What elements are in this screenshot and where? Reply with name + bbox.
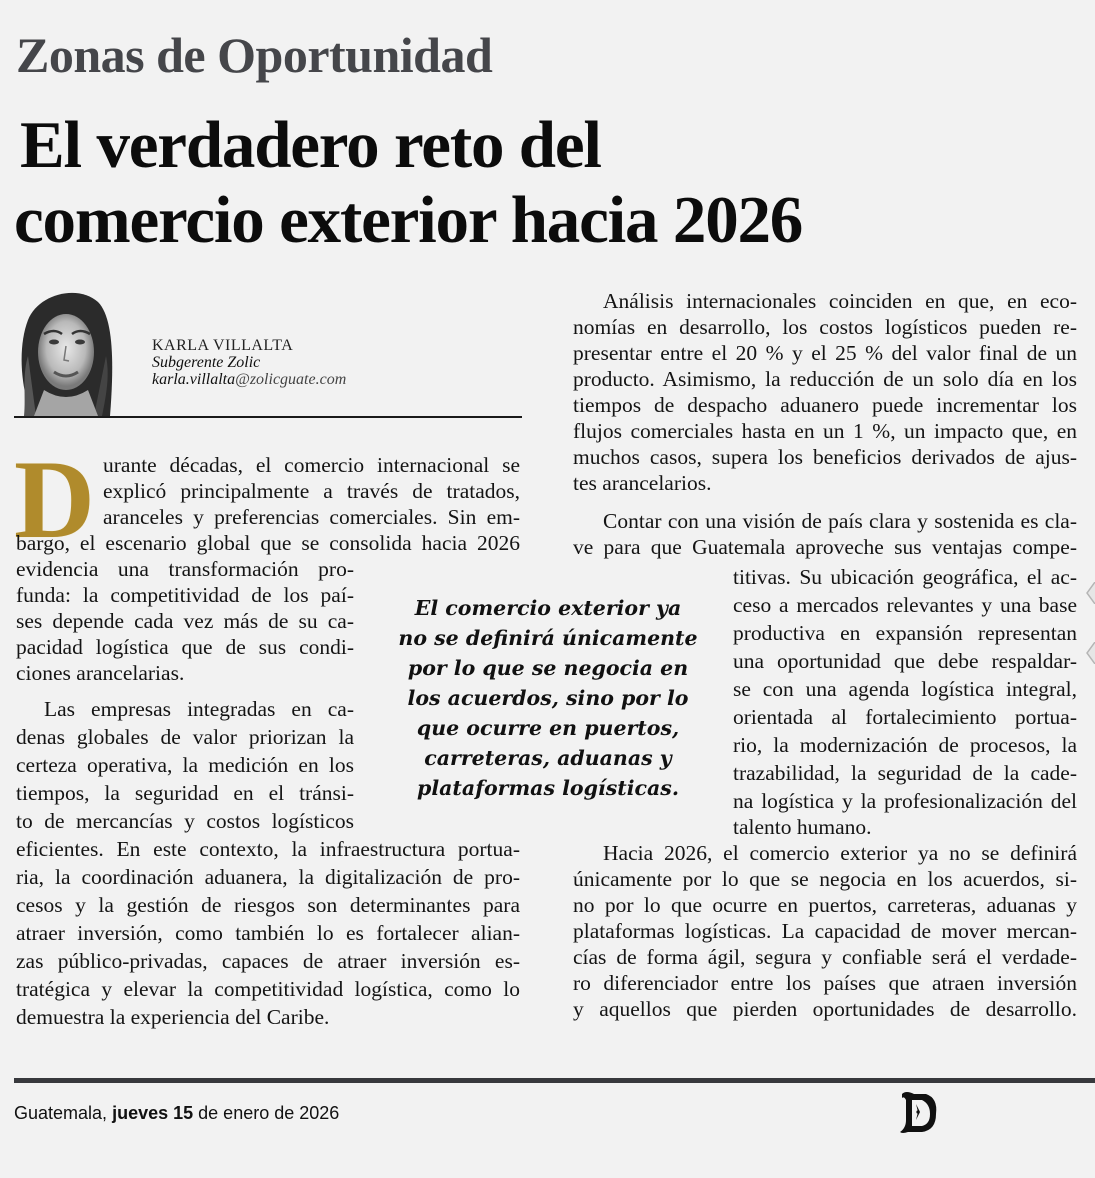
text-line: aranceles y preferencias comerciales. Sin em- bbox=[103, 505, 520, 529]
text-line: ve para que Guatemala aproveche sus ventajas compe- bbox=[573, 535, 1077, 559]
text-line: ro diferenciador entre los países que atraen inversión bbox=[573, 971, 1077, 995]
author-email-domain: @zolicguate.com bbox=[235, 371, 347, 388]
pull-quote-line: por lo que se negocia en bbox=[407, 656, 689, 680]
footer-date-rest: de enero de 2026 bbox=[198, 1103, 340, 1123]
text-line: ciones arancelarias. bbox=[16, 661, 185, 685]
text-line: denas globales de valor priorizan la bbox=[16, 725, 354, 749]
text-line: orientada al fortalecimiento portua- bbox=[733, 705, 1077, 729]
text-line: tratégica y elevar la competitividad logística, como lo bbox=[16, 977, 520, 1001]
author-name: KARLA VILLALTA bbox=[152, 337, 294, 354]
author-email[interactable] bbox=[152, 371, 346, 389]
text-line: Análisis internacionales coinciden en que, en eco- bbox=[603, 289, 1077, 313]
pull-quote-line: los acuerdos, sino por lo bbox=[407, 686, 689, 710]
text-line: atraer inversión, como también lo es fortalecer alian- bbox=[16, 921, 520, 945]
pull-quote-line: no se definirá únicamente bbox=[398, 626, 698, 650]
text-line: plataformas logísticas. La capacidad de mover mercan- bbox=[573, 919, 1077, 943]
pull-quote-line: carreteras, aduanas y bbox=[424, 746, 672, 770]
text-line: certeza operativa, la medición en los bbox=[16, 753, 354, 777]
byline-divider bbox=[14, 416, 522, 418]
page-turn-left-icon[interactable] bbox=[1085, 642, 1095, 664]
text-line: ceso a mercados relevantes y una base bbox=[733, 593, 1077, 617]
newspaper-logo-icon bbox=[896, 1090, 940, 1136]
text-line: presentar entre el 20 % y el 25 % del valor final de un bbox=[573, 341, 1077, 365]
text-line: Contar con una visión de país clara y sostenida es cla- bbox=[603, 509, 1077, 533]
text-line: Hacia 2026, el comercio exterior ya no se definirá bbox=[603, 841, 1077, 865]
text-line: ria, la coordinación aduanera, la digitalización de pro- bbox=[16, 865, 520, 889]
footer-divider bbox=[14, 1078, 1095, 1083]
text-line: ses depende cada vez más de su ca- bbox=[16, 609, 354, 633]
drop-cap: D bbox=[14, 438, 95, 562]
text-line: rio, la modernización de procesos, la bbox=[733, 733, 1077, 757]
text-line: evidencia una transformación pro- bbox=[16, 557, 354, 581]
text-line: productiva en expansión representan bbox=[733, 621, 1077, 645]
headline-line-1: El verdadero reto del bbox=[20, 108, 601, 182]
page-turn-left-icon[interactable] bbox=[1085, 582, 1095, 604]
text-line: tiempos, la seguridad en el tránsi- bbox=[16, 781, 354, 805]
text-line: titivas. Su ubicación geográfica, el ac- bbox=[733, 565, 1077, 589]
footer-weekday-day: jueves 15 bbox=[112, 1103, 194, 1123]
text-line: eficientes. En este contexto, la infraestructura portua- bbox=[16, 837, 520, 861]
text-line: talento humano. bbox=[733, 815, 872, 839]
text-line: cesos y la gestión de riesgos son determinantes para bbox=[16, 893, 520, 917]
text-line: y aquellos que pierden oportunidades de desarrollo. bbox=[573, 997, 1077, 1021]
pull-quote-line: El comercio exterior ya bbox=[414, 596, 682, 620]
text-line: cías de forma ágil, segura y confiable será el verdade- bbox=[573, 945, 1077, 969]
text-line: bargo, el escenario global que se consolida hacia 2026 bbox=[16, 531, 520, 555]
text-line: to de mercancías y costos logísticos bbox=[16, 809, 354, 833]
text-line: tiempos de despacho aduanero puede incrementar los bbox=[573, 393, 1077, 417]
text-line: nomías en desarrollo, los costos logísticos pueden re- bbox=[573, 315, 1077, 339]
author-photo bbox=[14, 286, 118, 416]
section-title: Zonas de Oportunidad bbox=[16, 27, 493, 83]
text-line: explicó principalmente a través de tratados, bbox=[103, 479, 520, 503]
text-line: flujos comerciales hasta en un 1 %, un impacto que, en bbox=[573, 419, 1077, 443]
text-line: urante décadas, el comercio internacional se bbox=[103, 453, 520, 477]
text-line: na logística y la profesionalización del bbox=[733, 789, 1077, 813]
text-line: pacidad logística que de sus condi- bbox=[16, 635, 354, 659]
text-line: muchos casos, supera los beneficios derivados de ajus- bbox=[573, 445, 1077, 469]
text-line: Las empresas integradas en ca- bbox=[44, 697, 354, 721]
footer-dateline bbox=[14, 1103, 339, 1124]
author-role: Subgerente Zolic bbox=[152, 354, 261, 371]
text-line: una oportunidad que debe respaldar- bbox=[733, 649, 1077, 673]
author-portrait-icon bbox=[14, 286, 118, 416]
text-line: funda: la competitividad de los paí- bbox=[16, 583, 354, 607]
text-line: tes arancelarios. bbox=[573, 471, 712, 495]
text-line: se con una agenda logística integral, bbox=[733, 677, 1077, 701]
text-line: zas público-privadas, capaces de atraer inversión es- bbox=[16, 949, 520, 973]
text-line: producto. Asimismo, la reducción de un solo día en los bbox=[573, 367, 1077, 391]
text-line: únicamente por lo que se negocia en los acuerdos, si- bbox=[573, 867, 1077, 891]
author-email-user: karla.villalta bbox=[152, 371, 236, 388]
text-line: no por lo que ocurre en puertos, carreteras, aduanas y bbox=[573, 893, 1077, 917]
pull-quote-line: que ocurre en puertos, bbox=[416, 716, 680, 740]
text-line: trazabilidad, la seguridad de la cade- bbox=[733, 761, 1077, 785]
pull-quote-line: plataformas logísticas. bbox=[417, 776, 679, 800]
headline-line-2: comercio exterior hacia 2026 bbox=[14, 183, 803, 257]
footer-city: Guatemala, bbox=[14, 1103, 108, 1123]
text-line: demuestra la experiencia del Caribe. bbox=[16, 1005, 330, 1029]
